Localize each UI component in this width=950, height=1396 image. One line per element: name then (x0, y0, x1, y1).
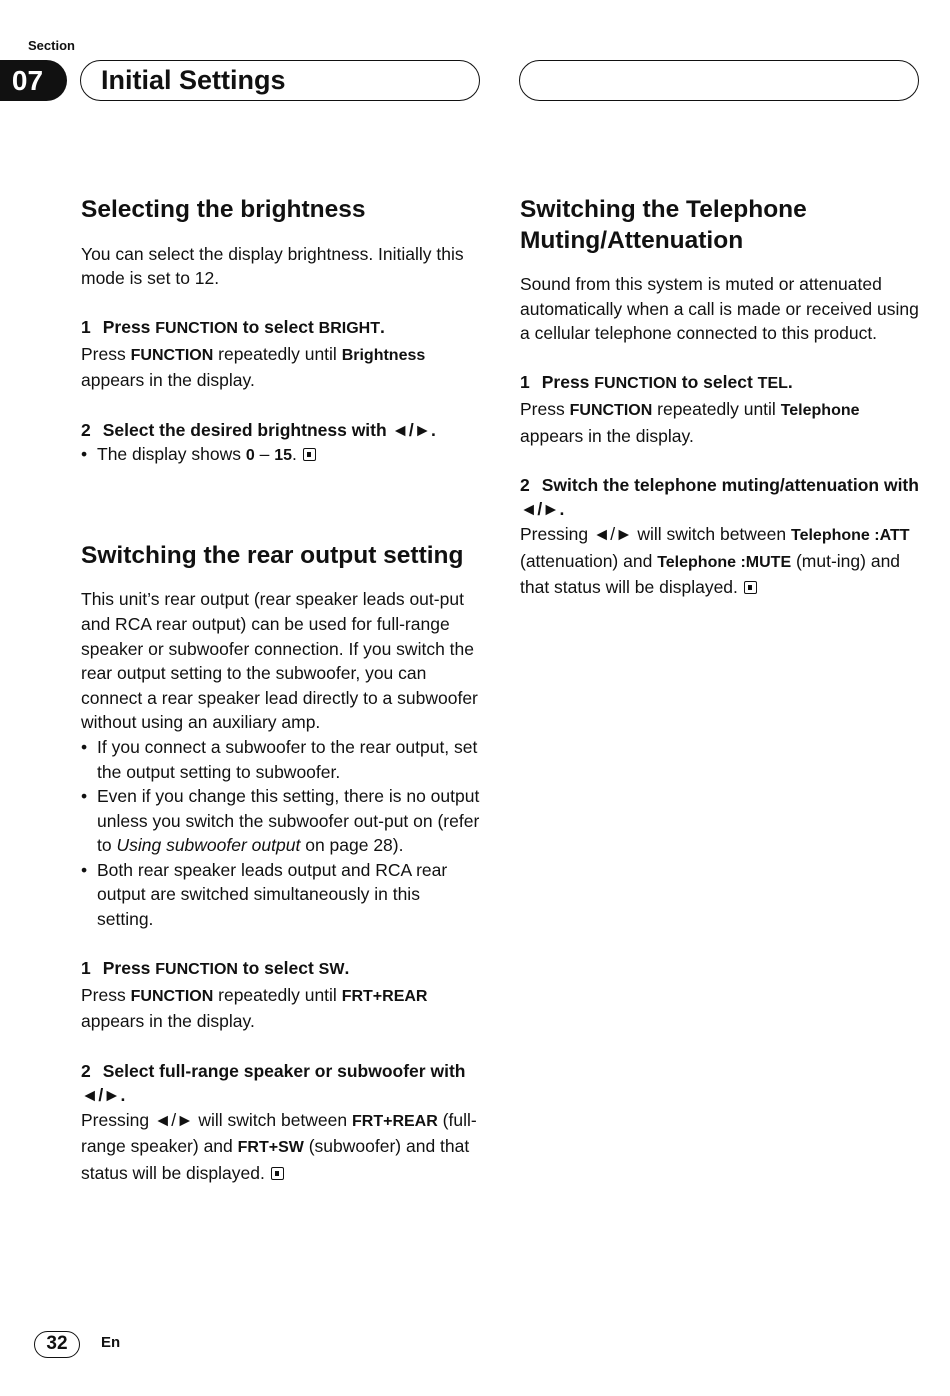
telephone-step1-title (520, 370, 920, 397)
body-key: Telephone :ATT (791, 526, 910, 544)
cross-reference: Using subwoofer output (116, 835, 301, 856)
step-text: . (380, 317, 385, 338)
page-title: Initial Settings (101, 65, 286, 95)
body-key: Brightness (341, 346, 426, 364)
brightness-step1-title (81, 315, 481, 342)
body-key: FRT+SW (237, 1139, 304, 1157)
brightness-step2-title (81, 418, 481, 443)
step-text: Press (541, 372, 595, 393)
step-text: Press (102, 317, 156, 338)
step-text: . (344, 958, 350, 979)
body-text: (mut-ing) and that status will be displayed. (520, 550, 901, 598)
body-text: appears in the display. (81, 1011, 255, 1032)
body-text: The display shows (97, 444, 246, 465)
telephone-step2-title (520, 473, 920, 522)
step-key: BRIGHT (318, 320, 380, 338)
section-number-badge: 07 (0, 60, 67, 101)
body-text: (subwoofer) and that status will be displayed. (81, 1136, 470, 1183)
body-key: Telephone (780, 401, 860, 419)
body-text: appears in the display. (81, 370, 255, 391)
body-key: FRT+REAR (341, 987, 428, 1005)
step-number: 1 (520, 372, 530, 393)
step-number: 1 (81, 317, 91, 338)
rear-bullet-1: • If you connect a subwoofer to the rear output, set the output setting to subwoofer. (81, 735, 481, 784)
body-text: (attenuation) and (520, 550, 658, 571)
rear-intro: This unit’s rear output (rear speaker leads out-put and RCA rear output) can be used for full-range speaker or subwoofer connection. If you switch the rear output setting to the subwoofer, you can connect a rear speaker lead directly to a subwoofer without using an auxiliary amp. (81, 589, 478, 733)
end-mark-icon (271, 1167, 284, 1180)
body-text: – (254, 444, 275, 465)
step-number: 2 (81, 419, 91, 440)
body-text: . (292, 444, 297, 465)
step-number: 2 (520, 474, 530, 495)
step-text: Select full-range speaker or subwoofer with ◄/►. (81, 1060, 466, 1106)
step-key: SW (318, 961, 345, 979)
body-text: (full-range speaker) and (81, 1109, 477, 1157)
step-text: Select the desired brightness with ◄/►. (102, 419, 436, 440)
body-text: repeatedly until (213, 343, 342, 364)
rear-step2-body (81, 1108, 481, 1186)
telephone-step2-body (520, 522, 920, 600)
rear-step2-title (81, 1059, 481, 1108)
rear-heading: Switching the rear output setting (81, 541, 464, 569)
body-text: Pressing ◄/► will switch between (81, 1109, 352, 1130)
step-text: Press (102, 958, 156, 979)
step-text: to select (237, 958, 319, 979)
body-key: FUNCTION (130, 346, 214, 364)
body-key: 0 (245, 447, 255, 465)
telephone-intro: Sound from this system is muted or attenuated automatically when a call is made or received using a cellular telephone connected to this product. (520, 274, 919, 344)
empty-title-box (519, 60, 919, 101)
body-text: Even if you change this setting, there is no output unless you switch the subwoofer out-put on (refer to (97, 786, 480, 856)
step-key: FUNCTION (155, 961, 238, 979)
telephone-step1-body (520, 397, 920, 448)
step-key: FUNCTION (155, 320, 238, 338)
step-text: to select (676, 372, 758, 393)
step-number: 1 (81, 958, 91, 979)
left-column (81, 195, 481, 1186)
rear-bullet-3: • Both rear speaker leads output and RCA rear output are switched simultaneously in this setting. (81, 858, 481, 932)
step-key: TEL (757, 375, 788, 393)
brightness-heading: Selecting the brightness (81, 196, 366, 223)
body-key: FRT+REAR (352, 1112, 438, 1130)
page-number: 32 (34, 1331, 80, 1358)
body-text: repeatedly until (213, 984, 342, 1005)
body-text: appears in the display. (520, 425, 694, 446)
step-text: Switch the telephone muting/attenuation with ◄/►. (520, 474, 919, 520)
body-text: on page 28). (300, 835, 404, 856)
body-key: 15 (274, 447, 292, 465)
brightness-step1-body (81, 342, 481, 393)
body-text: Press (81, 984, 131, 1005)
body-text: Press (81, 343, 131, 364)
section-label: Section (28, 38, 75, 53)
body-text: repeatedly until (652, 398, 781, 419)
rear-step1-body (81, 983, 481, 1034)
telephone-heading: Switching the Telephone Muting/Attenuation (520, 196, 807, 254)
step-text: . (787, 372, 793, 393)
body-text: Pressing ◄/► will switch between (520, 523, 791, 544)
end-mark-icon (744, 581, 757, 594)
end-mark-icon (303, 448, 316, 461)
brightness-intro: You can select the display brightness. Initially this mode is set to 12. (81, 243, 464, 289)
right-column (520, 195, 920, 600)
rear-step1-title (81, 956, 481, 983)
brightness-step2-bullet (81, 442, 481, 469)
language-label: En (101, 1334, 121, 1351)
rear-bullet-2 (81, 784, 481, 858)
step-key: FUNCTION (594, 375, 677, 393)
body-key: FUNCTION (569, 401, 653, 419)
step-text: to select (237, 317, 319, 338)
step-number: 2 (81, 1060, 91, 1081)
title-box (80, 60, 480, 101)
body-key: FUNCTION (130, 987, 214, 1005)
body-key: Telephone :MUTE (657, 553, 792, 571)
body-text: Press (520, 398, 570, 419)
